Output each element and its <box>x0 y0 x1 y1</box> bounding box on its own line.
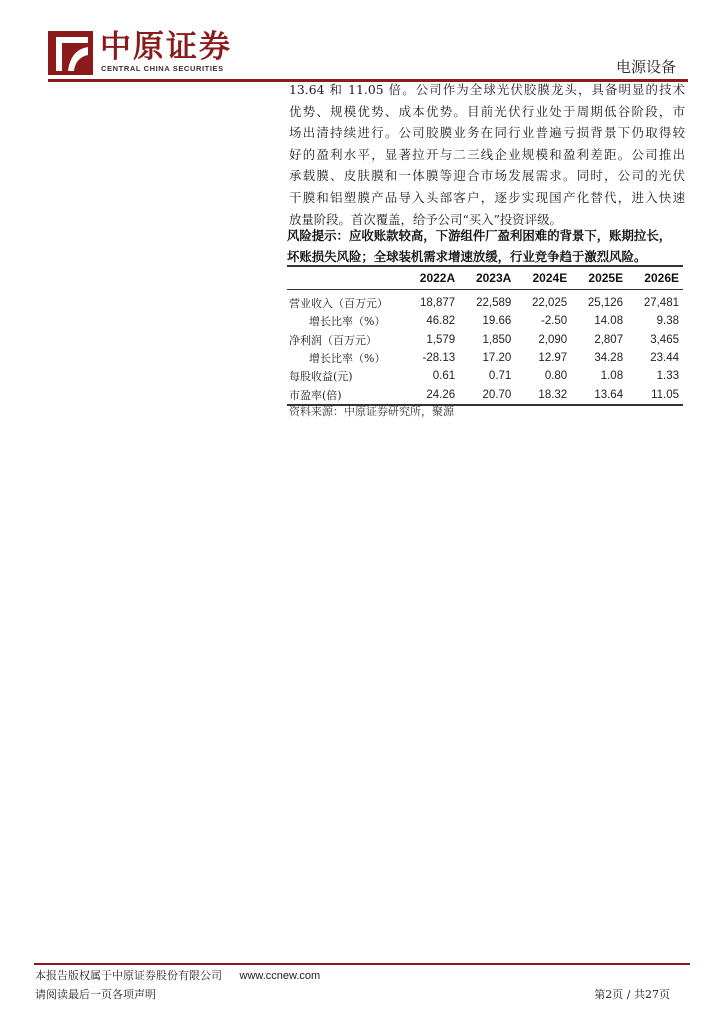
section-title: 电源设备 <box>615 58 676 76</box>
table-cell: 19.66 <box>482 315 512 328</box>
table-cell: 22,589 <box>476 297 512 310</box>
table-header-cell: 2022A <box>419 271 456 285</box>
table-row <box>287 349 683 367</box>
table-cell: 18,877 <box>419 297 456 310</box>
table-cell: 9.38 <box>656 315 679 328</box>
table-cell: 17.20 <box>482 352 512 365</box>
paragraph-line: 放量阶段。首次覆盖，给予公司“买入”投资评级。 <box>289 211 562 227</box>
table-cell: 0.80 <box>544 370 568 383</box>
table-source-note: 资料来源：中原证券研究所，聚源 <box>289 405 454 418</box>
table-header-row <box>287 266 683 290</box>
row-label: 营业收入（百万元） <box>289 297 388 311</box>
table-cell: 34.28 <box>594 352 624 365</box>
table-cell: 24.26 <box>426 388 456 401</box>
table-cell: 13.64 <box>594 388 624 401</box>
investment-summary-paragraph <box>289 79 685 230</box>
paragraph-line: 13.64 和 11.05 倍。公司作为全球光伏胶膜龙头，具备明显的技术 <box>289 82 685 97</box>
table-header-cell: 2023A <box>475 271 512 285</box>
paragraph-line: 优势、规模优势、成本优势。目前光伏行业处于周期低谷阶段，市 <box>289 103 685 119</box>
copyright-text: 本报告版权属于中原证券股份有限公司 <box>35 969 222 982</box>
table-cell: -2.50 <box>540 315 568 328</box>
financial-forecast-table <box>287 265 683 406</box>
footer-disclaimer: 请阅读最后一页各项声明 <box>35 988 156 1001</box>
row-label: 市盈率(倍) <box>289 388 342 402</box>
risk-line: 风险提示：应收账款较高，下游组件厂盈利困难的背景下，账期拉长， <box>287 228 672 243</box>
brand-name-en: CENTRAL CHINA SECURITIES <box>101 64 224 73</box>
table-cell: 0.71 <box>488 370 512 383</box>
table-cell: 22,025 <box>532 297 568 310</box>
table-cell: 1.33 <box>656 370 679 383</box>
page-header <box>0 0 724 80</box>
table-cell: 2,090 <box>538 333 568 346</box>
brand-name-cn: 中原证券 <box>100 29 232 65</box>
page-number: 第2页 / 共27页 <box>594 988 670 1001</box>
table-cell: -28.13 <box>422 352 456 365</box>
paragraph-line: 干膜和铝塑膜产品导入头部客户，逐步实现国产化替代，进入快速 <box>289 189 685 205</box>
table-header-cell: 2026E <box>644 271 679 285</box>
table-cell: 20.70 <box>482 388 512 401</box>
paragraph-line: 承载膜、皮肤膜和一体膜等迎合市场发展需求。同时，公司的光伏 <box>289 168 685 184</box>
table-cell: 2,807 <box>594 333 624 346</box>
table-cell: 0.61 <box>432 370 456 383</box>
footer-copyright-line <box>35 967 320 983</box>
table-row <box>287 312 683 330</box>
table-cell: 27,481 <box>643 297 679 310</box>
paragraph-line: 好的盈利水平，显著拉开与二三线企业规模和盈利差距。公司推出 <box>289 146 685 162</box>
row-label: 净利润（百万元） <box>289 333 377 347</box>
table-row <box>287 331 683 349</box>
table-header-cell <box>287 266 403 290</box>
website-link[interactable]: www.ccnew.com <box>239 970 321 982</box>
table-cell: 23.44 <box>650 352 679 365</box>
risk-warning <box>287 225 687 267</box>
paragraph-line: 场出清持续进行。公司胶膜业务在同行业普遍亏损背景下仍取得较 <box>289 125 685 141</box>
table-cell: 1,850 <box>482 333 512 346</box>
table-row <box>287 367 683 385</box>
row-label: 增长比率（%） <box>309 352 386 366</box>
row-label: 每股收益(元) <box>289 370 353 384</box>
footer-divider <box>34 963 690 965</box>
table-cell: 46.82 <box>426 315 456 328</box>
risk-line: 坏账损失风险；全球装机需求增速放缓，行业竞争趋于激烈风险。 <box>287 249 647 264</box>
table-cell: 11.05 <box>651 388 679 401</box>
central-china-securities-logo-icon <box>48 31 93 75</box>
table-cell: 3,465 <box>650 333 679 346</box>
table-header-cell: 2025E <box>588 271 624 285</box>
table-cell: 18.32 <box>538 388 568 401</box>
table-row <box>287 290 683 313</box>
table-cell: 14.08 <box>594 315 624 328</box>
table-cell: 25,126 <box>587 297 624 310</box>
table-header-cell: 2024E <box>532 271 568 285</box>
table-cell: 1,579 <box>426 333 456 346</box>
table-cell: 1.08 <box>600 370 624 383</box>
table-cell: 12.97 <box>538 352 568 365</box>
row-label: 增长比率（%） <box>309 315 386 329</box>
table-row <box>287 385 683 404</box>
